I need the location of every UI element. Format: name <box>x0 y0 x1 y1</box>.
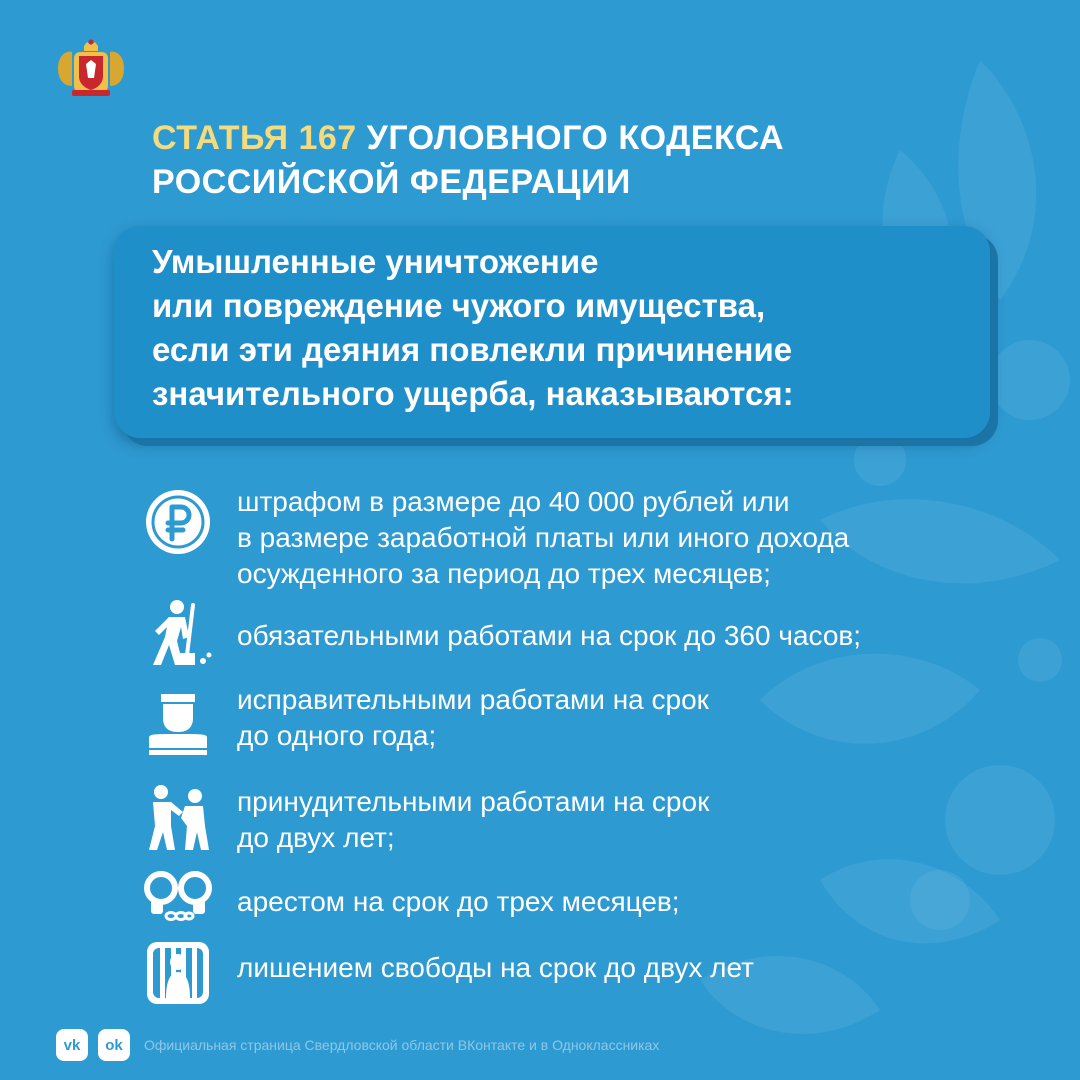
footer-caption: Официальная страница Свердловской области ВКонтакте и в Одноклассниках <box>144 1037 660 1053</box>
ok-label: ok <box>105 1036 123 1054</box>
ruble-coin-icon <box>143 487 213 557</box>
article-number: СТАТЬЯ 167 <box>152 119 357 157</box>
footer <box>56 1028 659 1062</box>
title-line-1-rest: УГОЛОВНОГО КОДЕКСА <box>356 119 785 157</box>
prison-bars-icon <box>143 938 213 1008</box>
handcuffs-icon <box>143 868 213 938</box>
escorted-prisoner-icon <box>143 782 213 852</box>
worker-shovel-icon <box>143 597 213 667</box>
penalty-compulsory-work-text: обязательными работами на срок до 360 часов; <box>237 620 862 651</box>
worker-cap-icon <box>143 688 213 758</box>
penalty-imprisonment-text: лишением свободы на срок до двух лет <box>237 952 754 983</box>
penalty-arrest-text: арестом на срок до трех месяцев; <box>237 886 680 917</box>
odnoklassniki-link-icon[interactable] <box>98 1029 130 1061</box>
offense-description-text: Умышленные уничтожение или повреждение чужого имущества, если эти деяния повлекли причинение значительного ущерба, наказываются: <box>152 243 794 412</box>
penalty-forced-labor-text: принудительными работами на срок до двух лет; <box>237 786 710 853</box>
title-line-2: РОССИЙСКОЙ ФЕДЕРАЦИИ <box>152 163 631 201</box>
vk-label: vk <box>63 1036 81 1054</box>
penalty-fine-text: штрафом в размере до 40 000 рублей или в размере заработной платы или иного дохода осужденного за период до трех месяцев; <box>237 486 850 589</box>
penalty-correctional-work-text: исправительными работами на срок до одного года; <box>237 684 709 751</box>
vk-link-icon[interactable] <box>56 1029 88 1061</box>
